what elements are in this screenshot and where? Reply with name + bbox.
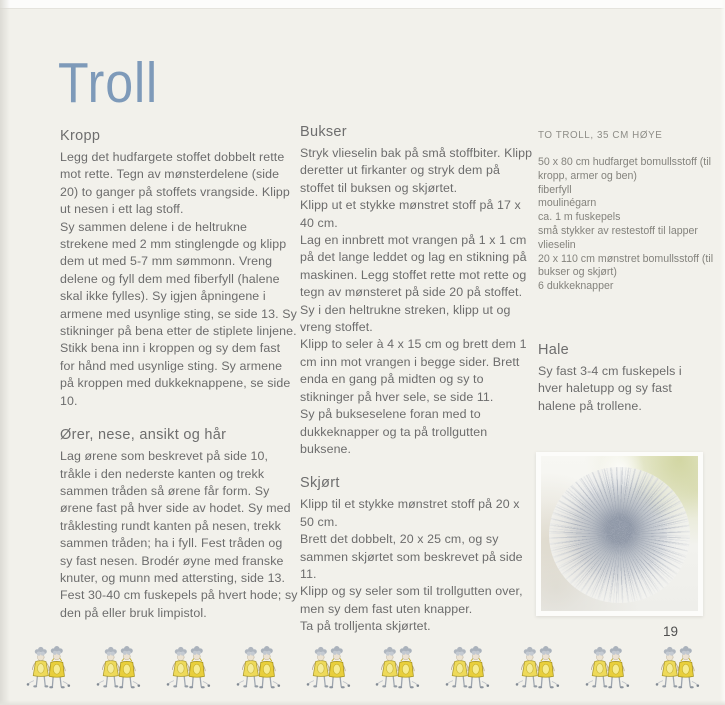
section-heading-skjort: Skjørt [300, 475, 340, 492]
instruction-paragraph: Stryk vlieselin bak på små stoffbiter. Klipp deretter ut firkanter og stryk dem på stoffet til buksen og skjørtet. [300, 146, 533, 195]
fur-pompom-photo [536, 452, 703, 616]
instruction-paragraph: Sy sammen delene i de heltrukne strekene med 2 mm stinglengde og klipp dem ut med 5-7 mm sømmonn. Vreng delene og fyll dem med fiberfyll (halene skal ikke fylles). Sy igjen åpningene i armene med usynlige sting, se side 13. Sy stikninger på bena etter de stiplete linjene. Stikk bena inn i kroppen og sy dem fast for hånd med usynlige sting. Sy armene på kroppen med dukkeknappene, se side 10. [60, 219, 297, 408]
material-item: 20 x 110 cm mønstret bomullsstoff (til bukser og skjørt) [538, 252, 714, 279]
page-title: Troll [58, 51, 159, 115]
page-left-edge [0, 0, 10, 705]
section-heading-hale: Hale [538, 341, 570, 358]
instruction-paragraph: Legg det hudfargete stoffet dobbelt rette mot rette. Tegn av mønsterdelene (side 20) to ganger på stoffets vrangside. Klipp ut nesen i ett lag stoff. [60, 150, 290, 217]
troll-frieze [0, 631, 725, 697]
troll-pair-illustration [304, 639, 352, 697]
instruction-paragraph: Lag ørene som beskrevet på side 10, tråkle i den nederste kanten og trekk sammen tråden så ørene får form. Sy ørene fast på hver side av hodet. Sy med tråklesting rundt kanten på nesen, trekk sammen tråden; ha i fyll. Fest tråden og sy fast nesen. Brodér øyne med franske knuter, og munn med attersting, side 13. [60, 449, 291, 585]
instruction-paragraph: Sy fast 3-4 cm fuskepels i hver haletupp og sy fast halene på trollene. [538, 363, 682, 413]
page-top-edge [0, 0, 725, 9]
material-item: vlieselin [538, 238, 576, 251]
troll-pair-illustration [164, 639, 212, 697]
section-heading-orer: Ører, nese, ansikt og hår [60, 427, 227, 444]
troll-pair-illustration [234, 639, 282, 697]
troll-pair-illustration [94, 639, 142, 697]
materials-list [538, 130, 717, 294]
section-skjort [300, 475, 536, 635]
instruction-paragraph: Klipp ut et stykke mønstret stoff på 17 x 40 cm. [300, 198, 521, 230]
column-right [538, 130, 717, 415]
instruction-paragraph: Ta på trolljenta skjørtet. [300, 619, 431, 634]
material-item: små stykker av restestoff til lapper [538, 224, 698, 237]
material-item: fiberfyll [538, 183, 572, 196]
column-middle [300, 124, 536, 636]
page-bottom-edge [0, 700, 725, 705]
troll-pair-illustration [373, 639, 421, 697]
page-right-edge [720, 0, 725, 705]
photo-background [541, 456, 698, 611]
materials-header: TO TROLL, 35 CM HØYE [538, 130, 663, 141]
troll-pair-illustration [653, 639, 701, 697]
troll-pair-illustration [24, 639, 72, 697]
section-orer-nese-ansikt-har [60, 427, 298, 622]
troll-pair-illustration [513, 639, 561, 697]
section-hale [538, 342, 717, 415]
instruction-paragraph: Klipp til et stykke mønstret stoff på 20 x 50 cm. [300, 497, 520, 529]
instruction-paragraph: Fest 30-40 cm fuskepels på hvert hode; sy den på eller bruk limpistol. [60, 588, 298, 620]
section-heading-kropp: Kropp [60, 128, 101, 144]
material-item: 6 dukkeknapper [538, 280, 614, 293]
grey-fur-pompom [549, 467, 690, 603]
section-kropp [60, 128, 298, 410]
section-bukser [300, 124, 536, 458]
material-item: 50 x 80 cm hudfarget bomullsstoff (til kropp, armer og ben) [538, 156, 711, 182]
instruction-paragraph: Lag en innbrett mot vrangen på 1 x 1 cm på det lange leddet og lag en stikning på maskinen. Legg stoffet rette mot rette og tegn av mønsteret på side 20 på stoffet. Sy i den heltrukne streken, klipp ut og vreng stoffet. [300, 233, 527, 335]
page-number: 19 [663, 624, 679, 639]
section-heading-bukser: Bukser [300, 124, 347, 140]
column-left [60, 128, 298, 622]
material-item: ca. 1 m fuskepels [538, 211, 621, 224]
instruction-paragraph: Klipp to seler à 4 x 15 cm og brett dem 1 cm inn mot vrangen i begge sider. Brett enda en gang på midten og sy to stikninger på hver sele, se side 11. [300, 337, 527, 404]
material-item: moulinégarn [538, 197, 597, 210]
instruction-paragraph: Sy på bukseselene foran med to dukkeknapper og ta på trollgutten buksene. [300, 407, 488, 456]
troll-pair-illustration [583, 639, 631, 697]
troll-pair-illustration [443, 639, 491, 697]
instruction-paragraph: Klipp og sy seler som til trollgutten over, men sy dem fast uten knapper. [300, 584, 523, 616]
instruction-paragraph: Brett det dobbelt, 20 x 25 cm, og sy sammen skjørtet som beskrevet på side 11. [300, 532, 523, 581]
